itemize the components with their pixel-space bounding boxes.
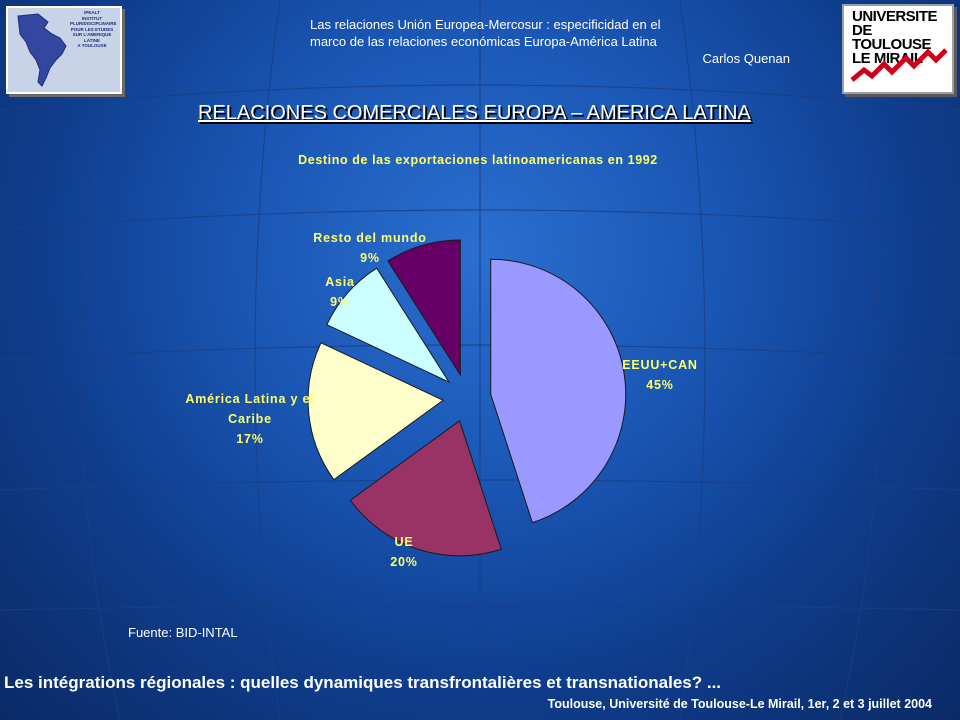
pie-slice-eeuu-can — [491, 259, 626, 522]
footer-subtitle: Toulouse, Université de Toulouse-Le Mirail, 1er, 2 et 3 juillet 2004 — [547, 697, 932, 711]
slice-name-label: América Latina y el — [185, 392, 315, 406]
slice-name-label: Resto del mundo — [313, 231, 427, 245]
slice-pct-label: 17% — [236, 432, 264, 446]
slice-name-label: UE — [394, 535, 414, 549]
slice-pct-label: 20% — [390, 555, 418, 569]
slice-pct-label: 9% — [330, 295, 350, 309]
header-author: Carlos Quenan — [702, 51, 790, 66]
ipealt-logo-text: IPEALT INSTITUT PLURIDISCIPLINAIRE POUR LES ETUDES SUR L'AMERIQUE LATINE A TOULOUSE — [70, 10, 117, 48]
chart-title: Destino de las exportaciones latinoamericanas en 1992 — [298, 153, 658, 167]
slice-name-label: Caribe — [228, 412, 272, 426]
main-title: RELACIONES COMERCIALES EUROPA – AMERICA LATINA — [198, 102, 751, 124]
slice-pct-label: 45% — [646, 378, 674, 392]
header-line-2: marco de las relaciones económicas Europa-América Latina — [310, 34, 657, 49]
slice-name-label: EEUU+CAN — [622, 358, 698, 372]
slice-name-label: Asia — [325, 275, 355, 289]
source-note: Fuente: BID-INTAL — [128, 625, 238, 640]
footer-title: Les intégrations régionales : quelles dynamiques transfrontalières et transnationales? ... — [4, 673, 722, 692]
header-line-1: Las relaciones Unión Europea-Mercosur : especificidad en el — [310, 17, 661, 32]
universite-logo-text: UNIVERSITE DE TOULOUSE LE MIRAIL — [852, 8, 938, 67]
slice-pct-label: 9% — [360, 251, 380, 265]
